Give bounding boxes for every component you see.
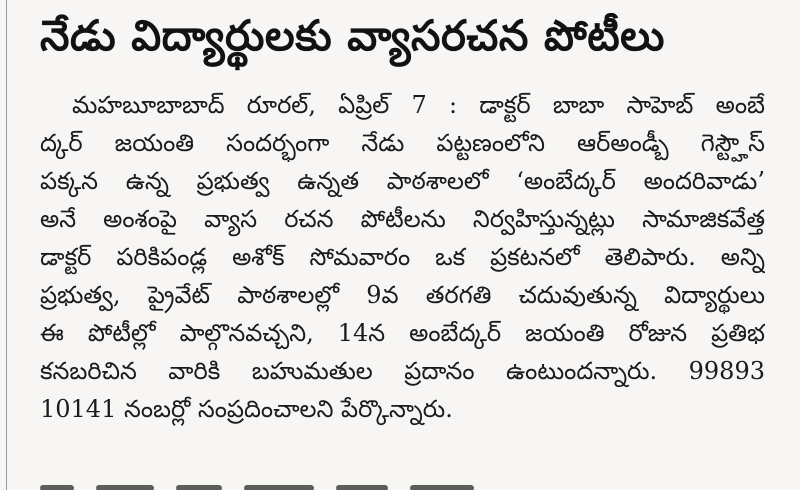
article-body (40, 86, 765, 428)
article-headline: నేడు విద్యార్థులకు వ్యాసరచన పోటీలు (40, 11, 665, 60)
body-line-9: 10141 నంబర్లో సంప్రదించాలని పేర్కొన్నారు. (40, 395, 453, 423)
body-line-5: డాక్టర్ పరికిపండ్ల అశోక్ సోమవారం ఒక ప్రకటనలో తెలిపారు. అన్ని (40, 243, 765, 271)
body-line-7: ఈ పోటీల్లో పాల్గొనవచ్చని, 14న అంబేద్కర్ జయంతి రోజున ప్రతిభ (40, 319, 765, 347)
body-line-1: మహబూబాబాద్ రూరల్, ఏప్రిల్ 7 : డాక్టర్ బాబా సాహెబ్ అంబే (72, 91, 765, 119)
body-line-6: ప్రభుత్వ, ప్రైవేట్ పాఠశాలల్లో 9వ తరగతి చదువుతున్న విద్యార్థులు (40, 281, 765, 309)
body-line-8: కనబరిచిన వారికి బహుమతుల ప్రదానం ఉంటుందన్నారు. 99893 (40, 357, 765, 385)
body-line-3: పక్కన ఉన్న ప్రభుత్వ ఉన్నత పాఠశాలలో ‘అంబేద్కర్ అందరివాడు’ (40, 167, 765, 195)
column-divider (6, 0, 7, 490)
next-article-fragment (40, 478, 765, 490)
body-line-2: ద్కర్ జయంతి సందర్భంగా నేడు పట్టణంలోని ఆర్అండ్బీ గెస్ట్హౌస్ (40, 129, 765, 157)
body-line-4: అనే అంశంపై వ్యాస రచన పోటీలను నిర్వహిస్తున్నట్లు సామాజికవేత్త (40, 205, 765, 233)
